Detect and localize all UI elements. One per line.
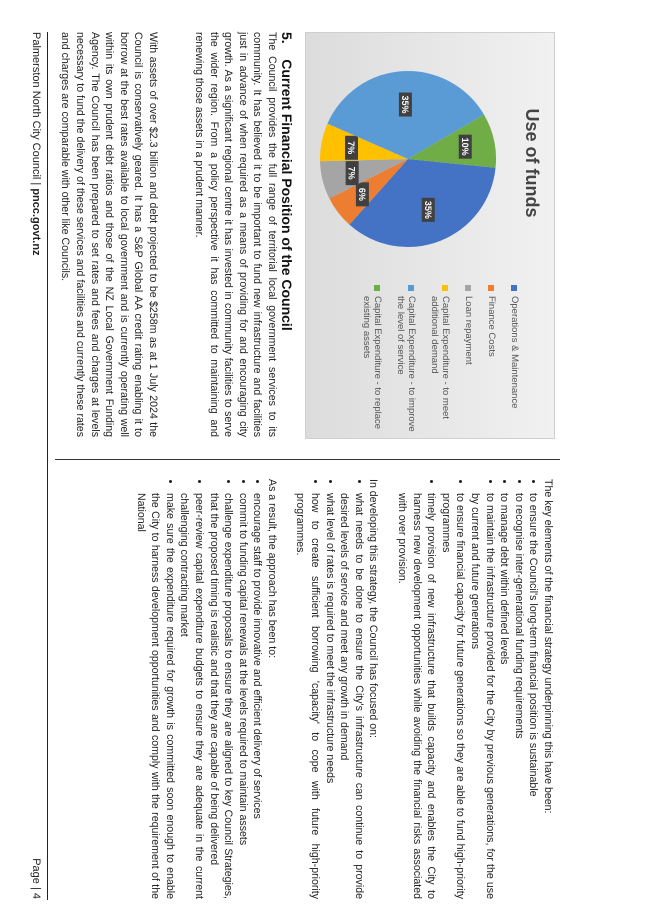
legend-swatch [511,285,517,291]
footer-separator: | [30,179,42,189]
footer-rule [47,32,48,900]
list-item: • peer-review capital expenditure budgets to ensure they are adequate in the current challenging contracting market [177,493,206,899]
legend-swatch [488,285,494,291]
section-title: Current Financial Position of the Council [279,59,295,331]
legend-item [429,285,451,435]
legend-item [395,285,417,435]
list-item: • how to create sufficient borrowing 'capacity' to cope with future high-priority programmes. [293,493,322,899]
pie-data-label: 6% [356,187,367,201]
section-heading [279,32,295,437]
legend-label: Finance Costs [486,296,497,357]
list-item: • make sure the expenditure required for growth is committed soon enough to enable the City to harness development opportunities and comply with the requirement of the National [133,493,177,899]
chart-legend [349,285,520,435]
approach-list [133,479,264,899]
developing-text: In developing this strategy, the Council has focused on: [367,479,380,738]
legend-item [463,285,474,435]
legend-label: Operations & Maintenance [509,296,520,409]
pie-data-label: 35% [399,95,410,114]
legend-swatch [408,285,414,291]
section-number: 5. [279,32,295,44]
list-item: • to recognise inter-generational funding requirements [511,493,526,899]
focus-list [293,479,366,899]
list-item: • to ensure the Council's long-term financial position is sustainable [526,493,541,899]
right-column [133,479,555,899]
footer-website-link[interactable]: pncc.govt.nz [30,188,42,256]
footer-org [30,32,42,256]
list-item: • challenge expenditure proposals to ensure they are aligned to key Council Strategies, that the proposed timing is realistic and that they are capable of being delivered [206,493,235,899]
legend-item [361,285,383,435]
legend-item [509,285,520,435]
list-item: • to manage debt within defined levels [497,493,512,899]
list-item: • what level of rates is required to meet the infrastructure needs [322,493,337,899]
legend-swatch [374,285,380,291]
legend-swatch [465,285,471,291]
list-item: • timely provision of new infrastructure that builds capacity and enables the City to harness new development opportunities while avoiding the financial risks associated with over provision. [394,493,438,899]
legend-item [486,285,497,435]
list-item: • encourage staff to provide innovative and efficient delivery of services [250,493,265,899]
paragraph-assets: With assets of over $2.3 billion and debt projected to be $258m as at 1 July 2024 the Council is conservatively geared. It has a S&P Global AA credit rating enabling it to borrow at the best rates available to local government and is currently operating well within its own prudent debt ratios and those of the NZ Local Government Funding Agency. The Council has been prepared to set rates and fees and charges at levels necessary to fund the delivery of these services and facilities and currently these rates and charges are comparable with other like Councils. [59,32,159,437]
use-of-funds-chart [305,32,555,439]
footer-council-name: Palmerston North City Council [30,32,42,180]
legend-swatch [442,285,448,291]
page-number: Page | 4 [30,858,42,899]
list-item: • what needs to be done to ensure the City's infrastructure can continue to provide desired levels of service and meet any growth in demand [337,493,366,899]
legend-label: Capital Expenditure - to meet additional demand [429,296,451,420]
result-text: As a result, the approach has been to: [265,479,278,659]
pie-chart [306,33,554,283]
pie-data-label: 7% [346,166,357,180]
pie-data-label: 35% [422,200,433,219]
pie-data-label: 7% [346,141,357,155]
legend-label: Loan repayment [463,296,474,365]
column-divider [55,459,560,460]
intro-text: The key elements of the financial strategy underpinning this have been: [542,479,554,814]
chart-title: Use of funds [522,108,542,218]
pie-data-label: 10% [459,137,470,156]
paragraph-services: The Council provides the full range of territorial local government services to its community. It has believed it to be important to fund new infrastructure and facilities just in advance of when required as a means of providing for and encouraging city growth. As a significant regional centre it has invested in community facilities to serve the wider region. From a policy perspective it has committed to maintaining and renewing those assets in a prudent manner. [193,32,278,437]
list-item: • commit to funding capital renewals at the levels required to maintain assets [235,493,250,899]
legend-label: Capital Expenditure - to replace existing assets [361,296,383,430]
list-item: • to maintain the infrastructure provided for the City by previous generations, for the use by current and future generations [467,493,496,899]
legend-label: Capital Expenditure - to improve the level of service [395,296,417,432]
list-item: • to ensure financial capacity for future generations so they are able to fund high-priority programmes [438,493,467,899]
key-elements-list [394,479,540,899]
